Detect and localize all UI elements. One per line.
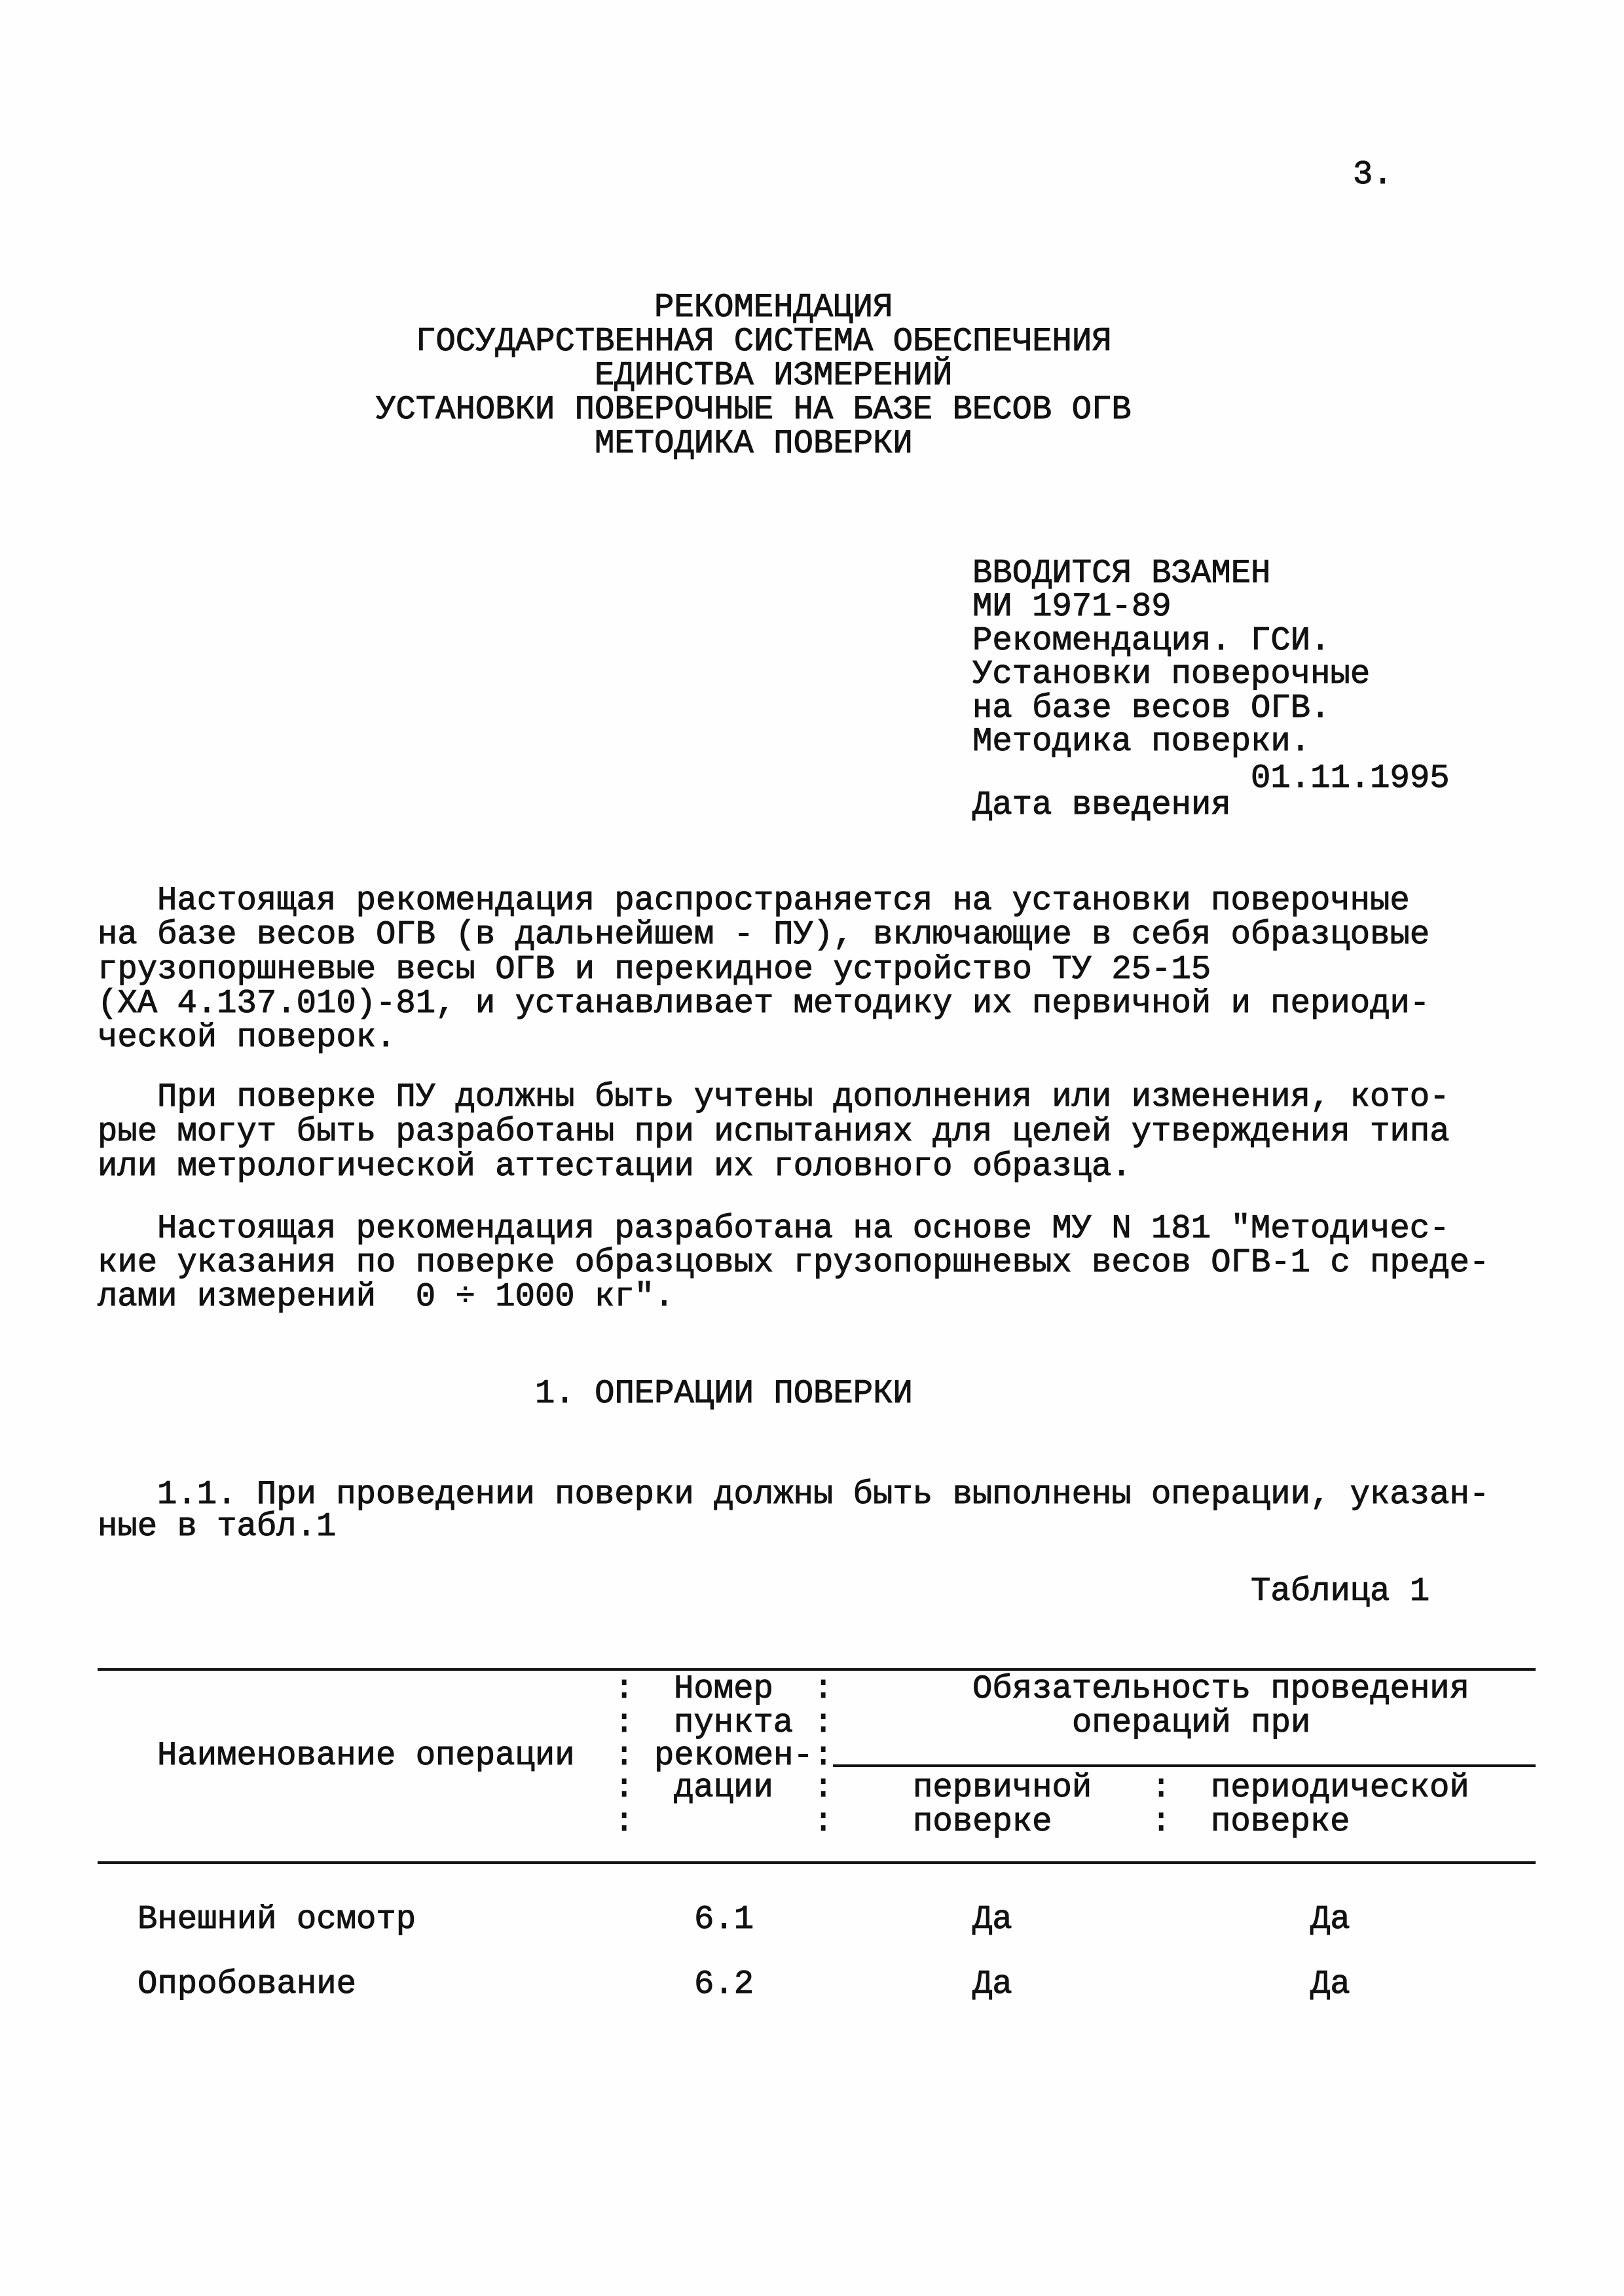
replacement-note-line: Рекомендация. ГСИ. bbox=[972, 623, 1331, 660]
header-clause-number: пункта bbox=[674, 1705, 794, 1742]
title-line: МЕТОДИКА ПОВЕРКИ bbox=[595, 426, 913, 463]
paragraph-line: 1.1. При проведении поверки должны быть выполнены операции, указан- bbox=[157, 1476, 1490, 1514]
table-header-rule bbox=[98, 1861, 1536, 1864]
header-operation: Наименование операции bbox=[157, 1738, 575, 1775]
header-group-underline bbox=[833, 1764, 1536, 1767]
column-separator: : bbox=[614, 1738, 635, 1775]
replacement-note-line: Установки поверочные bbox=[972, 656, 1371, 693]
paragraph-line: рые могут быть разработаны при испытаниях для целей утверждения типа bbox=[98, 1114, 1450, 1151]
column-separator: : bbox=[813, 1738, 834, 1775]
column-separator: : bbox=[813, 1770, 834, 1807]
paragraph-line: (ХА 4.137.010)-81, и устанавливает методику их первичной и периоди- bbox=[98, 985, 1430, 1023]
title-line: УСТАНОВКИ ПОВЕРОЧНЫЕ НА БАЗЕ ВЕСОВ ОГВ bbox=[376, 392, 1132, 429]
title-line: ЕДИНСТВА ИЗМЕРЕНИЙ bbox=[595, 357, 953, 395]
cell-initial: Да bbox=[972, 1966, 1012, 2003]
cell-clause: 6.2 bbox=[694, 1966, 754, 2003]
header-periodic: поверке bbox=[1211, 1804, 1350, 1841]
header-mandatory: операций при bbox=[1072, 1705, 1311, 1742]
header-initial: поверке bbox=[913, 1804, 1052, 1841]
header-initial: первичной bbox=[913, 1770, 1092, 1807]
paragraph-line: Настоящая рекомендация разработана на основе МУ N 181 "Методичес- bbox=[157, 1211, 1450, 1248]
header-periodic: периодической bbox=[1211, 1770, 1469, 1807]
table-caption: Таблица 1 bbox=[1251, 1573, 1430, 1611]
column-separator: : bbox=[614, 1770, 635, 1807]
title-line: РЕКОМЕНДАЦИЯ bbox=[654, 289, 893, 327]
cell-initial: Да bbox=[972, 1901, 1012, 1939]
paragraph-line: на базе весов ОГВ (в дальнейшем - ПУ), включающие в себя образцовые bbox=[98, 917, 1430, 954]
header-clause-number: рекомен- bbox=[654, 1738, 813, 1775]
header-clause-number: Номер bbox=[674, 1671, 773, 1708]
column-separator: : bbox=[813, 1705, 834, 1742]
paragraph-line: грузопоршневые весы ОГВ и перекидное устройство ТУ 25-15 bbox=[98, 951, 1211, 989]
header-clause-number: дации bbox=[674, 1770, 773, 1807]
column-separator: : bbox=[813, 1804, 834, 1841]
paragraph-line: При поверке ПУ должны быть учтены дополнения или изменения, кото- bbox=[157, 1079, 1450, 1116]
cell-periodic: Да bbox=[1310, 1966, 1350, 2003]
effective-date-label: Дата введения bbox=[972, 787, 1231, 824]
column-separator: : bbox=[614, 1804, 635, 1841]
page-number: 3. bbox=[1353, 156, 1393, 194]
replacement-note-line: Методика поверки. bbox=[972, 723, 1311, 761]
column-separator: : bbox=[813, 1671, 834, 1708]
paragraph-line: лами измерений 0 ÷ 1000 кг". bbox=[98, 1279, 674, 1316]
paragraph-line: кие указания по поверке образцовых грузопоршневых весов ОГВ-1 с преде- bbox=[98, 1245, 1490, 1282]
cell-clause: 6.1 bbox=[694, 1901, 754, 1939]
paragraph-line: ческой поверок. bbox=[98, 1019, 396, 1057]
title-line: ГОСУДАРСТВЕННАЯ СИСТЕМА ОБЕСПЕЧЕНИЯ bbox=[416, 323, 1112, 361]
column-separator: : bbox=[614, 1705, 635, 1742]
column-separator: : bbox=[614, 1671, 635, 1708]
replacement-note-line: на базе весов ОГВ. bbox=[972, 690, 1331, 727]
column-separator: : bbox=[1151, 1804, 1172, 1841]
paragraph-line: или метрологической аттестации их головного образца. bbox=[98, 1148, 1132, 1186]
cell-operation: Опробование bbox=[138, 1966, 356, 2003]
replacement-note-line: МИ 1971-89 bbox=[972, 589, 1172, 626]
paragraph-line: ные в табл.1 bbox=[98, 1508, 337, 1546]
replacement-note-line: ВВОДИТСЯ ВЗАМЕН bbox=[972, 555, 1271, 592]
effective-date-value: 01.11.1995 bbox=[1251, 760, 1450, 797]
cell-periodic: Да bbox=[1310, 1901, 1350, 1939]
section-heading: 1. ОПЕРАЦИИ ПОВЕРКИ bbox=[535, 1376, 913, 1413]
cell-operation: Внешний осмотр bbox=[138, 1901, 416, 1939]
column-separator: : bbox=[1151, 1770, 1172, 1807]
header-mandatory: Обязательность проведения bbox=[972, 1671, 1470, 1708]
paragraph-line: Настоящая рекомендация распространяется на установки поверочные bbox=[157, 883, 1410, 920]
